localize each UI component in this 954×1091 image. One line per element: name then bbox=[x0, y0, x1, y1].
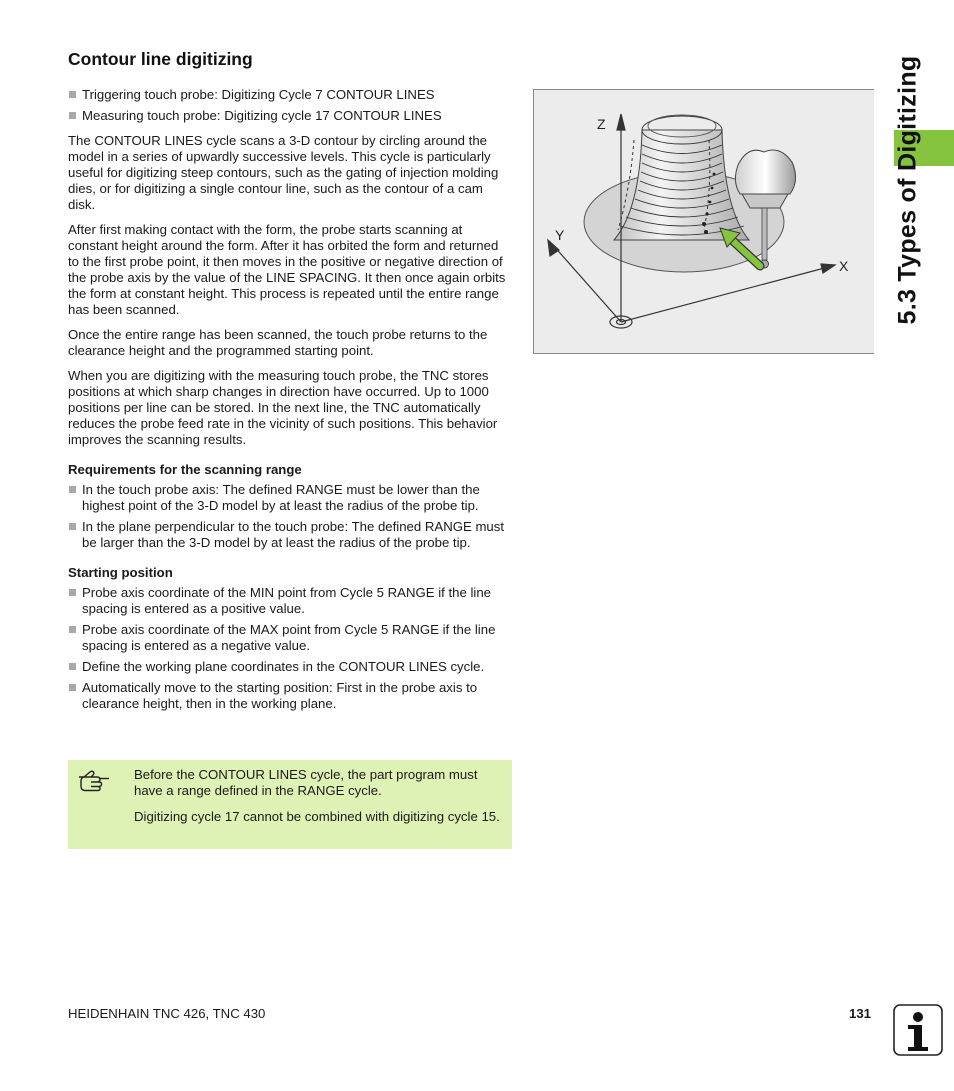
starting-position-heading: Starting position bbox=[68, 565, 173, 580]
chapter-title: 5.3 Types of Digitizing bbox=[893, 55, 922, 325]
list-item: Probe axis coordinate of the MAX point from Cycle 5 RANGE if the line spacing is entered as a negative value. bbox=[68, 622, 512, 654]
contour-lines-figure bbox=[533, 89, 874, 354]
note-line: Digitizing cycle 17 cannot be combined with digitizing cycle 15. bbox=[134, 809, 500, 824]
info-icon bbox=[893, 1004, 943, 1056]
probe-stylus bbox=[762, 208, 767, 260]
contour-diagram bbox=[534, 90, 875, 355]
list-item: Automatically move to the starting position: First in the probe axis to clearance height, then in the working plane. bbox=[68, 680, 512, 712]
y-axis-label: Y bbox=[555, 227, 565, 243]
list-item: Probe axis coordinate of the MIN point from Cycle 5 RANGE if the line spacing is entered as a positive value. bbox=[68, 585, 512, 617]
paragraph: The CONTOUR LINES cycle scans a 3-D contour by circling around the model in a series of upwardly successive levels. This cycle is particularly useful for digitizing steep contours, such as the gating of injection molding dies, or for digitizing a single contour line, such as the contour of a cam disk. bbox=[68, 133, 499, 212]
section-title: Contour line digitizing bbox=[68, 49, 253, 69]
note-line: Before the CONTOUR LINES cycle, the part program must have a range defined in the RANGE cycle. bbox=[134, 767, 478, 798]
page-number: 131 bbox=[849, 1006, 872, 1021]
note-text bbox=[134, 767, 504, 835]
paragraph: After first making contact with the form, the probe starts scanning at constant height around the form. After it has orbited the form and returned to the first probe point, it then moves in the positive or negative direction of the probe axis by the value of the LINE SPACING. It then once again orbits the form at constant height. This process is repeated until the entire range has been scanned. bbox=[68, 222, 506, 317]
paragraph: When you are digitizing with the measuring touch probe, the TNC stores positions at which sharp changes in direction have occurred. Up to 1000 positions per line can be stored. In the next line, the TNC automatically reduces the probe feed rate in the vicinity of such positions. This behavior improves the scanning results. bbox=[68, 368, 498, 447]
z-axis-label: Z bbox=[597, 116, 606, 132]
probe-body bbox=[742, 194, 788, 208]
main-column bbox=[68, 87, 512, 717]
requirements-heading: Requirements for the scanning range bbox=[68, 462, 302, 477]
list-item: In the touch probe axis: The defined RANGE must be lower than the highest point of the 3-D model by at least the radius of the probe tip. bbox=[68, 482, 512, 514]
paragraph: Once the entire range has been scanned, the touch probe returns to the clearance height and the programmed starting point. bbox=[68, 327, 488, 358]
note-box bbox=[68, 760, 512, 849]
list-item: Triggering touch probe: Digitizing Cycle 7 CONTOUR LINES bbox=[68, 87, 512, 103]
list-item: Measuring touch probe: Digitizing cycle 17 CONTOUR LINES bbox=[68, 108, 512, 124]
pointing-hand-icon bbox=[77, 769, 111, 793]
list-item: In the plane perpendicular to the touch probe: The defined RANGE must be larger than the 3-D model by at least the radius of the probe tip. bbox=[68, 519, 512, 551]
footer-text: HEIDENHAIN TNC 426, TNC 430 bbox=[68, 1006, 266, 1021]
list-item: Define the working plane coordinates in the CONTOUR LINES cycle. bbox=[68, 659, 512, 675]
x-axis-label: X bbox=[839, 258, 849, 274]
probe-head bbox=[735, 150, 795, 194]
